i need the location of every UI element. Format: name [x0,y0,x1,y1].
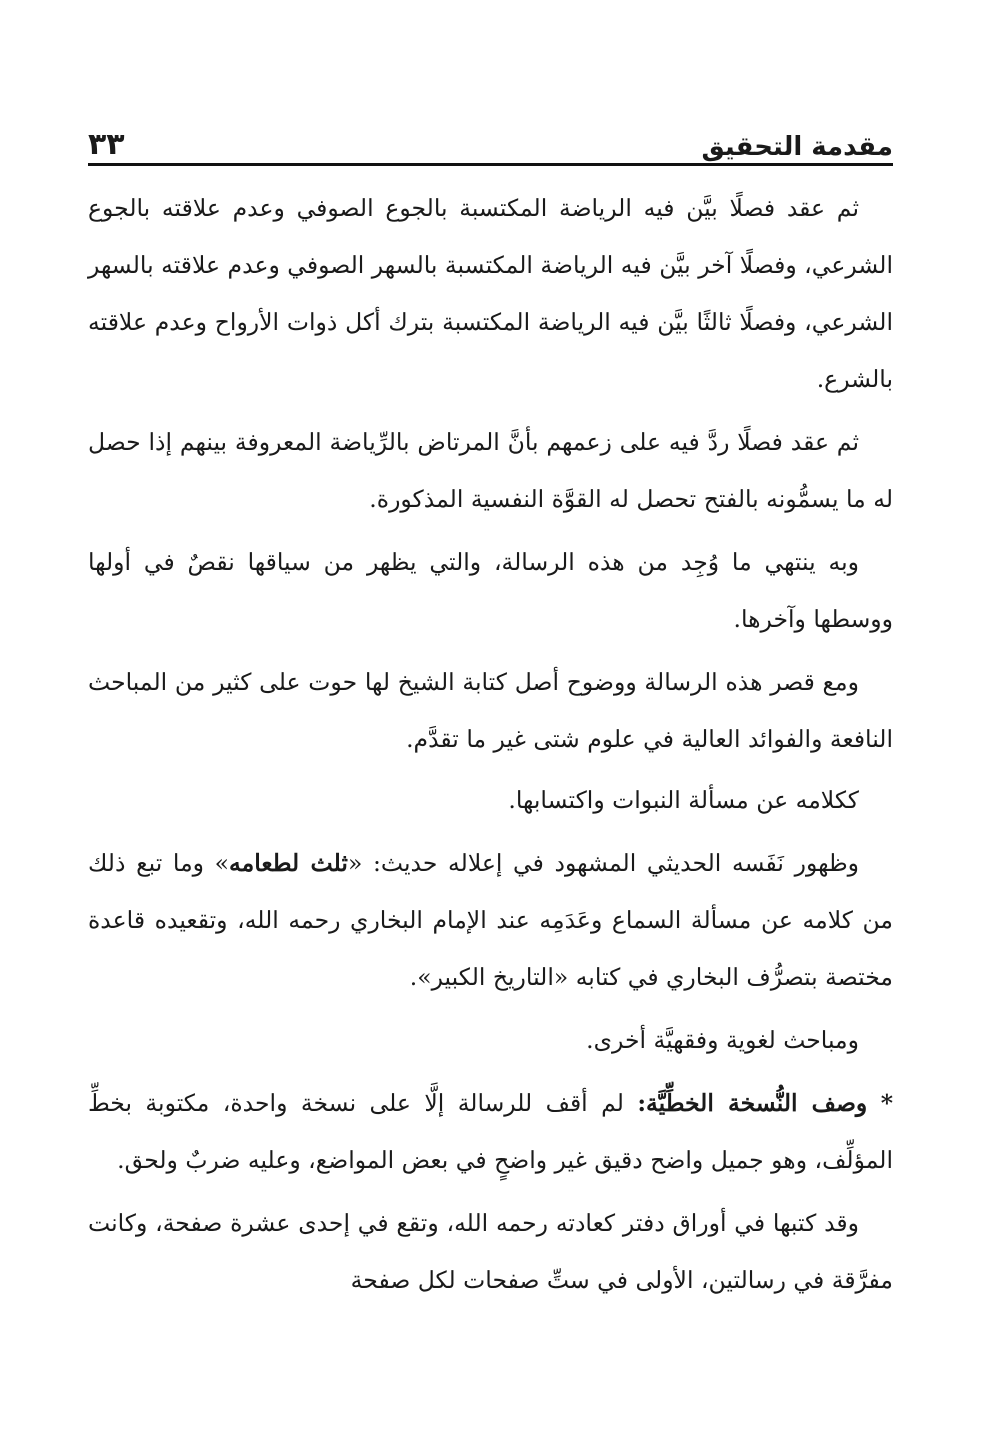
paragraph-benefits: ومع قصر هذه الرسالة ووضوح أصل كتابة الشيخ لها حوت على كثير من المباحث النافعة والفوائد العالية في علوم شتى غير ما تقدَّم. [88,668,893,753]
paragraph-hadith [88,835,893,1006]
body-text [88,180,893,1315]
hadith-text-before: وظهور نَفَسه الحديثي المشهود في إعلاله حديث: « [347,849,860,877]
hadith-text-after: » وما تبع ذلك من كلامه عن مسألة السماع وعَدَمِه عند الإمام البخاري رحمه الله، وتقعيده قاعدة مختصة بتصرُّف البخاري في كتابه «التاريخ الكبير». [88,849,893,991]
running-header [88,118,893,160]
manuscript-heading: وصف النُّسخة الخطِّيَّة: [637,1089,868,1117]
paragraph-last: وقد كتبها في أوراق دفتر كعادته رحمه الله، وتقع في إحدى عشرة صفحة، وكانت مفرَّقة في رسالتين، الأولى في ستِّ صفحات لكل صفحة [88,1209,893,1294]
manuscript-text: لم أقف للرسالة إلَّا على نسخة واحدة، مكتوبة بخطِّ المؤلِّف، وهو جميل واضح دقيق غير واضحٍ في بعض المواضع، وعليه ضربٌ ولحق. [88,1089,893,1174]
page-number: ٣٣ [88,127,125,162]
paragraph-prophecy: ككلامه عن مسألة النبوات واكتسابها. [508,786,859,814]
paragraph-fasl: ثم عقد فصلًا بيَّن فيه الرياضة المكتسبة بالجوع الصوفي وعدم علاقته بالجوع الشرعي، وفصلًا آخر بيَّن فيه الرياضة المكتسبة بالسهر الصوفي وعدم علاقته بالسهر الشرعي، وفصلًا ثالثًا بيَّن فيه الرياضة المكتسبة بترك أكل ذوات الأرواح وعدم علاقته بالشرع. [88,194,893,393]
paragraph-manuscript [88,1075,893,1189]
paragraph-radd: ثم عقد فصلًا ردَّ فيه على زعمهم بأنَّ المرتاض بالرِّياضة المعروفة بينهم إذا حصل له ما يسمُّونه بالفتح تحصل له القوَّة النفسية المذكورة. [88,428,893,513]
star-marker: * [880,1089,893,1117]
header-rule [88,163,893,166]
paragraph-end-of-text: وبه ينتهي ما وُجِد من هذه الرسالة، والتي يظهر من سياقها نقصٌ في أولها ووسطها وآخرها. [88,548,893,633]
paragraph-misc: ومباحث لغوية وفقهيَّة أخرى. [586,1026,859,1054]
document-page [88,0,893,1456]
header-title: مقدمة التحقيق [701,132,893,162]
hadith-title: ثلث لطعامه [229,849,348,877]
